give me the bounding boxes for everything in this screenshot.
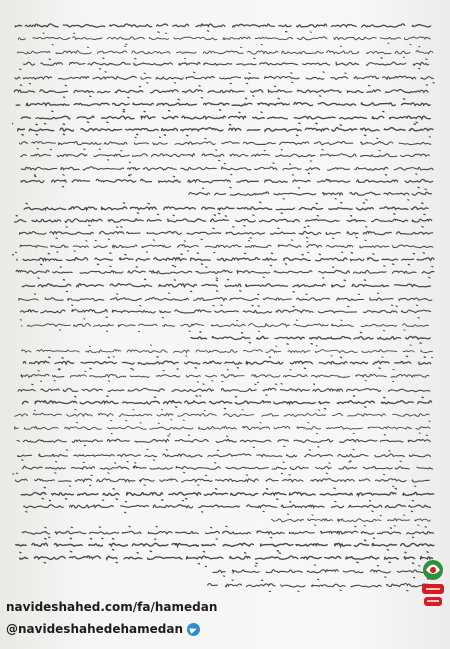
handwriting-stroke [15,214,432,227]
handwriting-line [18,449,431,462]
handwriting-stroke [19,293,432,306]
handwriting-stroke [21,487,434,500]
handwriting-line [20,551,433,564]
handwriting-line [15,214,432,227]
handwriting-line [18,46,433,59]
handwriting-stroke [12,409,430,422]
handwriting-stroke [18,384,430,396]
handwriting-lines [12,22,436,592]
handwriting-line [189,188,432,200]
handwriting-stroke [12,435,430,448]
handwriting-line [18,384,430,396]
handwriting-stroke [15,22,430,32]
handwriting-line [205,565,431,578]
handwriting-stroke [22,345,433,358]
handwriting-stroke [12,98,430,111]
handwriting-line [20,319,428,332]
handwriting-line [21,162,433,175]
handwriting-stroke [189,188,432,200]
handwriting-line [21,369,429,382]
handwriting-stroke [12,227,433,240]
handwriting-line [15,22,430,32]
handwriting-stroke [12,149,430,161]
handwriting-stroke [12,422,430,434]
handwriting-line [21,487,434,500]
handwriting-line [20,58,429,70]
handwriting-stroke [23,396,432,409]
handwriting-stroke [12,538,434,551]
handwriting-line [16,462,432,474]
handwriting-line [23,396,432,409]
handwriting-line [12,98,430,111]
handwriting-line [12,422,430,434]
handwriting-line [12,435,430,448]
handwriting-stroke [14,85,428,98]
handwriting-line [22,526,433,539]
handwriting-line [14,85,428,98]
handwriting-stroke [12,111,430,124]
handwriting-stroke [12,253,434,266]
handwriting-line [24,500,431,513]
handwriting-stroke [12,137,431,150]
channel-handle-text: @navideshahedehamedan [6,622,184,636]
handwriting-stroke [18,449,431,462]
handwriting-stroke [12,123,433,136]
website-url: navideshahed.com/fa/hamedan [6,600,218,614]
handwriting-stroke [191,332,430,344]
handwriting-stroke [15,72,434,84]
handwriting-line [24,202,428,215]
handwriting-stroke [13,474,430,487]
handwriting-stroke [22,526,433,539]
handwriting-stroke [16,266,434,279]
handwriting-stroke [20,551,433,564]
handwriting-line [12,123,433,136]
handwriting-line [12,137,431,150]
handwriting-line [208,579,429,592]
handwriting-stroke [23,356,430,369]
handwriting-line [191,332,430,344]
handwriting-line [15,240,433,253]
handwriting-stroke [272,514,431,526]
handwriting-line [12,409,430,422]
handwritten-letter [12,22,436,592]
telegram-icon [187,623,200,636]
handwriting-stroke [20,305,430,318]
handwriting-line [20,305,430,318]
handwriting-line [15,72,434,84]
handwriting-line [23,356,430,369]
handwriting-line [272,514,431,526]
handwriting-stroke [205,565,431,578]
handwriting-line [16,266,434,279]
handwriting-stroke [15,240,433,253]
handwriting-line [12,253,434,266]
handwriting-stroke [21,175,433,188]
handwriting-stroke [18,32,430,45]
handwriting-line [12,279,431,292]
handwriting-stroke [20,58,429,70]
handwriting-stroke [12,279,431,292]
handwriting-line [12,111,430,124]
handwriting-line [18,32,430,45]
handwriting-line [21,175,433,188]
handwriting-line [12,149,430,161]
handwriting-stroke [18,46,433,59]
handwriting-stroke [24,500,431,513]
handwriting-stroke [24,202,428,215]
handwriting-stroke [21,162,433,175]
handwriting-line [19,293,432,306]
handwriting-stroke [208,579,429,592]
handwriting-stroke [16,462,432,474]
handwriting-line [12,538,434,551]
handwriting-line [12,227,433,240]
handwriting-stroke [21,369,429,382]
handwriting-stroke [20,319,428,332]
handwriting-line [22,345,433,358]
footer-watermark [0,596,450,649]
handwriting-line [13,474,430,487]
channel-handle [6,622,200,636]
